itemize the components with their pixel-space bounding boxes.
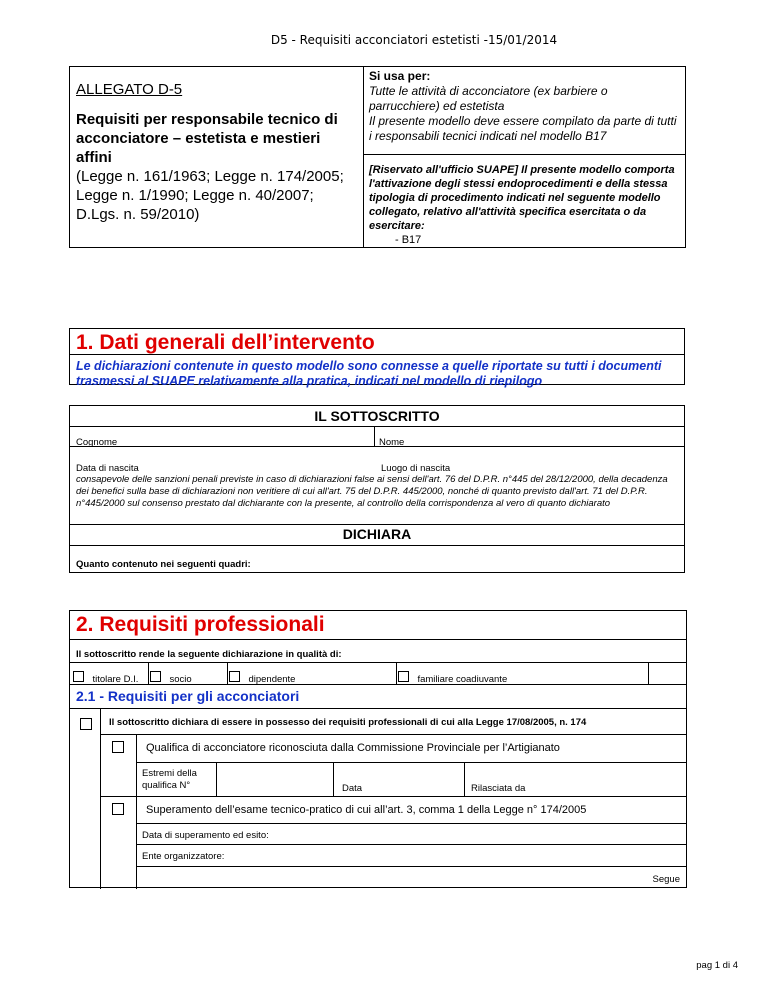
reserved-box — [363, 154, 686, 248]
usage-line2: Il presente modello deve essere compilato da parte di tutti i responsabili tecnici indicati nel modello B17 — [369, 114, 677, 143]
declare-text: Il sottoscritto dichiara di essere in possesso dei requisiti professionali di cui alla Legge 17/08/2005, n. 174 — [109, 717, 587, 728]
requisiti-acconciatori-checkbox[interactable] — [80, 718, 92, 730]
data-superamento-label: Data di superamento ed esito: — [142, 830, 269, 841]
disclaimer-text: consapevole delle sanzioni penali previste in caso di dichiarazioni false ai sensi dell'art. 76 del D.P.R. n°445 del 28/12/2000, della decadenza dei benefici sulla base di dichiarazioni non veritiere di cui all'art. 75 del D.P.R. 445/2000, nonché di quanto previsto dall'art. 71 del D.P.R. n°445/2000 sul consenso prestato dal dichiarante con la presente, al controllo della corrispondenza al vero di quanto dichiarato — [76, 474, 668, 509]
signer-box — [69, 405, 685, 573]
section2-title: 2. Requisiti professionali — [76, 613, 325, 636]
rilasciata-label: Rilasciata da — [471, 783, 526, 794]
section2-box — [69, 610, 687, 888]
signer-heading: IL SOTTOSCRITTO — [314, 408, 440, 424]
page-number: pag 1 di 4 — [696, 960, 738, 971]
quanto-label: Quanto contenuto nei seguenti quadri: — [76, 559, 251, 570]
esame-checkbox[interactable] — [112, 803, 124, 815]
section2-1-title: 2.1 - Requisiti per gli acconciatori — [76, 688, 300, 704]
role-dipendente-label: dipendente — [248, 674, 296, 685]
opt1-text: Qualifica di acconciatore riconosciuta dalla Commissione Provinciale per l’Artigianato — [146, 742, 560, 754]
estremi-label: Estremi della qualifica N° — [142, 768, 197, 791]
usage-heading: Si usa per: — [369, 69, 431, 83]
section2-intro: Il sottoscritto rende la seguente dichiarazione in qualità di: — [76, 649, 342, 660]
nome-label: Nome — [379, 437, 405, 448]
document-header: D5 - Requisiti acconciatori estetisti -15/01/2014 — [270, 33, 558, 47]
role-socio-checkbox[interactable] — [150, 671, 161, 682]
section1-box — [69, 328, 685, 388]
role-titolare-label: titolare D.I. — [92, 674, 139, 685]
qualifica-checkbox[interactable] — [112, 741, 124, 753]
opt2-text: Superamento dell’esame tecnico-pratico di cui all’art. 3, comma 1 della Legge n° 174/2005 — [146, 804, 587, 816]
role-familiare-checkbox[interactable] — [398, 671, 409, 682]
ente-label: Ente organizzatore: — [142, 851, 225, 862]
segue-label: Segue — [652, 874, 680, 885]
allegato-laws: (Legge n. 161/1963; Legge n. 174/2005; Legge n. 1/1990; Legge n. 40/2007; D.Lgs. n. 59/2010) — [76, 168, 344, 223]
usage-line1: Tutte le attività di acconciatore (ex barbiere o parrucchiere) ed estetista — [369, 84, 608, 113]
luogo-nascita-label: Luogo di nascita — [381, 463, 451, 474]
allegato-box — [69, 66, 364, 248]
section1-note: Le dichiarazioni contenute in questo modello sono connesse a quelle riportate su tutti i documenti trasmessi al SUAPE relativamente alla pratica, indicati nel modello di riepilogo — [76, 359, 662, 388]
reserved-text: [Riservato all'ufficio SUAPE] Il presente modello comporta l'attivazione degli stessi endoprocedimenti e della stessa tipologia di procedimento indicati nel seguente modello collegato, relativo all'attività specifica esercitata o da esercitare: — [369, 164, 675, 232]
reserved-item: - B17 — [395, 234, 422, 246]
role-familiare-label: familiare coadiuvante — [417, 674, 508, 685]
section1-title: 1. Dati generali dell’intervento — [76, 331, 375, 354]
role-titolare-checkbox[interactable] — [73, 671, 84, 682]
allegato-label: ALLEGATO D-5 — [76, 81, 183, 98]
dichiara-heading: DICHIARA — [342, 526, 412, 542]
data-nascita-label: Data di nascita — [76, 463, 139, 474]
allegato-title: Requisiti per responsabile tecnico di acconciatore – estetista e mestieri affini — [76, 111, 338, 166]
data-label: Data — [342, 783, 363, 794]
cognome-label: Cognome — [76, 437, 118, 448]
role-socio-label: socio — [169, 674, 192, 685]
role-dipendente-checkbox[interactable] — [229, 671, 240, 682]
usage-box — [363, 66, 686, 155]
